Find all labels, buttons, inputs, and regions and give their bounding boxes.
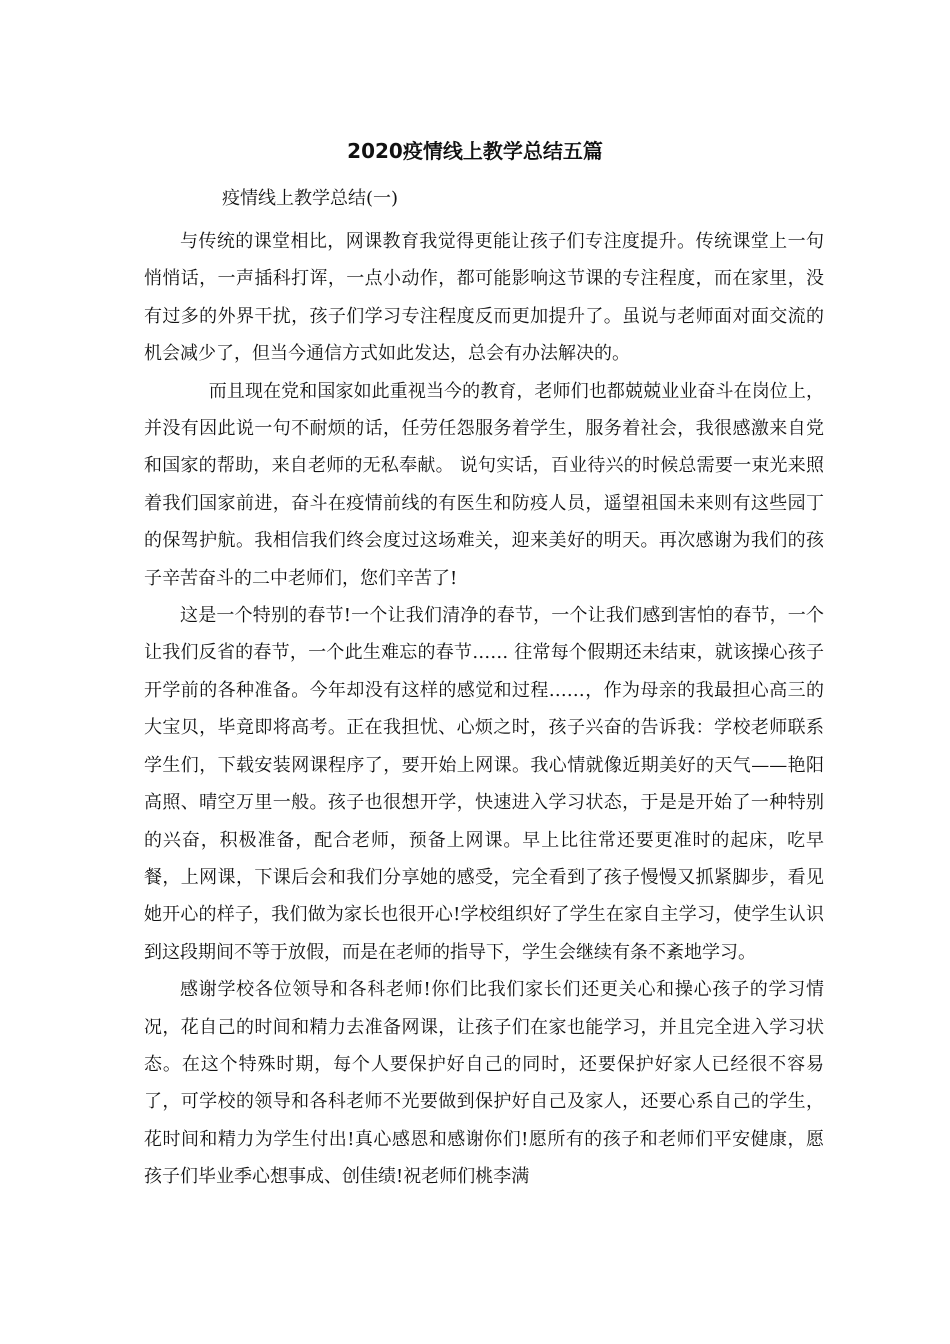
document-body xyxy=(144,223,824,1196)
paragraph-4: 感谢学校各位领导和各科老师!你们比我们家长们还更关心和操心孩子的学习情况，花自己的时间和精力去准备网课，让孩子们在家也能学习，并且完全进入学习状态。在这个特殊时期，每个人要保护好自己的同时，还要保护好家人已经很不容易了，可学校的领导和各科老师不光要做到保护好自己及家人，还要心系自己的学生，花时间和精力为学生付出!真心感恩和感谢你们!愿所有的孩子和老师们平安健康，愿孩子们毕业季心想事成、创佳绩!祝老师们桃李满 xyxy=(144,979,824,1188)
paragraph-1: 与传统的课堂相比，网课教育我觉得更能让孩子们专注度提升。传统课堂上一句悄悄话，一声插科打诨，一点小动作，都可能影响这节课的专注程度，而在家里，没有过多的外界干扰，孩子们学习专注程度反而更加提升了。虽说与老师面对面交流的机会减少了，但当今通信方式如此发达，总会有办法解决的。 xyxy=(144,231,824,365)
paragraph-3: 这是一个特别的春节!一个让我们清净的春节，一个让我们感到害怕的春节，一个让我们反省的春节，一个此生难忘的春节…… 往常每个假期还未结束，就该操心孩子开学前的各种准备。今年却没有这样的感觉和过程……，作为母亲的我最担心高三的大宝贝，毕竟即将高考。正在我担忧、心烦之时，孩子兴奋的告诉我：学校老师联系学生们，下载安装网课程序了，要开始上网课。我心情就像近期美好的天气——艳阳高照、晴空万里一般。孩子也很想开学，快速进入学习状态，于是是开始了一种特别的兴奋，积极准备，配合老师，预备上网课。早上比往常还要更准时的起床，吃早餐，上网课，下课后会和我们分享她的感受，完全看到了孩子慢慢又抓紧脚步，看见她开心的样子，我们做为家长也很开心!学校组织好了学生在家自主学习，使学生认识到这段期间不等于放假，而是在老师的指导下，学生会继续有条不紊地学习。 xyxy=(144,605,824,963)
paragraph-2: 而且现在党和国家如此重视当今的教育，老师们也都兢兢业业奋斗在岗位上，并没有因此说一句不耐烦的话，任劳任怨服务着学生，服务着社会，我很感激来自党和国家的帮助，来自老师的无私奉献。 说句实话，百业待兴的时候总需要一束光来照着我们国家前进，奋斗在疫情前线的有医生和防疫人员，遥望祖国未来则有这些园丁的保驾护航。我相信我们终会度过这场难关，迎来美好的明天。再次感谢为我们的孩子辛苦奋斗的二中老师们，您们辛苦了! xyxy=(144,380,824,589)
document-title: 2020疫情线上教学总结五篇 xyxy=(347,139,603,163)
section-heading: 疫情线上教学总结(一) xyxy=(222,188,399,209)
